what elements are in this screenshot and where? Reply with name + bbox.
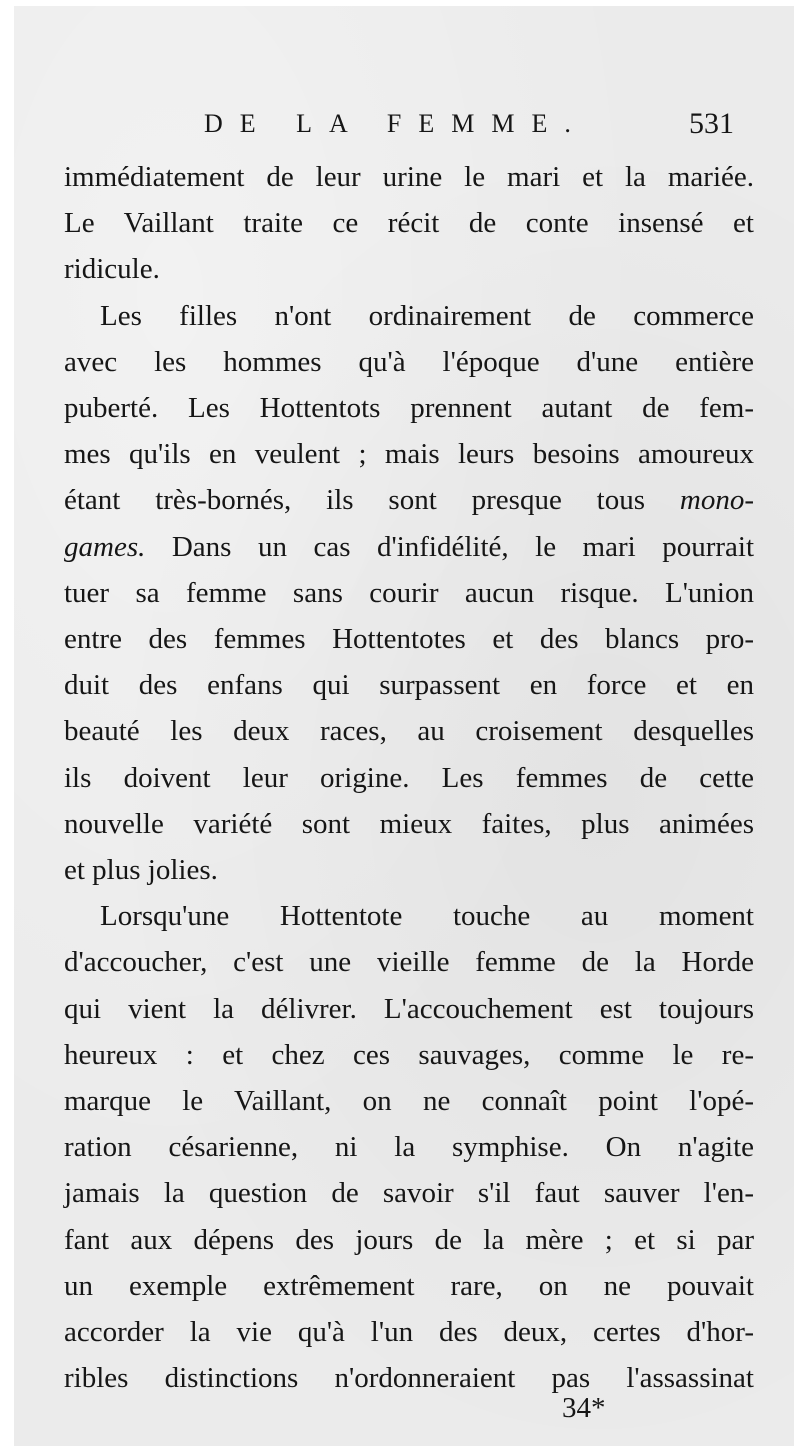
text-line: puberté. Les Hottentots prennent autant de fem- (64, 392, 754, 425)
text-line: duit des enfans qui surpassent en force et en (64, 669, 754, 702)
text-line: tuer sa femme sans courir aucun risque. L'union (64, 576, 754, 609)
page-number: 531 (689, 107, 734, 140)
running-title: DE LA FEMME. (204, 109, 588, 138)
text-line: avec les hommes qu'à l'époque d'une entière (64, 345, 754, 378)
signature-mark: 34* (562, 1392, 606, 1424)
text-line: entre des femmes Hottentotes et des blancs pro- (64, 623, 754, 656)
body-text (64, 154, 754, 1401)
paragraph-first-line: Lorsqu'une Hottentote touche au moment (100, 900, 754, 933)
text-line: Le Vaillant traite ce récit de conte insensé et (64, 207, 754, 240)
text-line: d'accoucher, c'est une vieille femme de la Horde (64, 946, 754, 979)
text-line: nouvelle variété sont mieux faites, plus animées (64, 807, 754, 840)
text-line: heureux : et chez ces sauvages, comme le re- (64, 1038, 754, 1071)
text-line: immédiatement de leur urine le mari et la mariée. (64, 161, 754, 193)
italic-term: mono- (679, 484, 754, 517)
book-page (14, 6, 794, 1446)
text-line: ribles distinctions n'ordonneraient pas l'assassinat (64, 1362, 754, 1395)
page-header (14, 104, 794, 144)
text-line: un exemple extrêmement rare, on ne pouvait (64, 1269, 754, 1302)
italic-term: games. (64, 530, 146, 563)
text-line: ridicule. (64, 253, 160, 286)
text-line-with-italic (64, 524, 754, 570)
text-segment: étant très-bornés, ils sont presque tous (64, 484, 646, 517)
text-line: beauté les deux races, au croisement desquelles (64, 715, 754, 748)
text-line: accorder la vie qu'à l'un des deux, certes d'hor- (64, 1316, 754, 1349)
text-line: fant aux dépens des jours de la mère ; et si par (64, 1223, 754, 1256)
paragraph-first-line: Les filles n'ont ordinairement de commerce (100, 299, 754, 332)
text-line: marque le Vaillant, on ne connaît point l'opé- (64, 1085, 754, 1118)
text-segment: Dans un cas d'infidélité, le mari pourrait (171, 530, 754, 563)
text-line: qui vient la délivrer. L'accouchement est toujours (64, 992, 754, 1025)
text-line: ration césarienne, ni la symphise. On n'agite (64, 1131, 754, 1164)
text-line: ils doivent leur origine. Les femmes de cette (64, 761, 754, 794)
text-line: et plus jolies. (64, 854, 218, 887)
text-line: mes qu'ils en veulent ; mais leurs besoins amoureux (64, 438, 754, 471)
text-line: jamais la question de savoir s'il faut sauver l'en- (64, 1177, 754, 1210)
text-line-with-italic (64, 477, 754, 523)
